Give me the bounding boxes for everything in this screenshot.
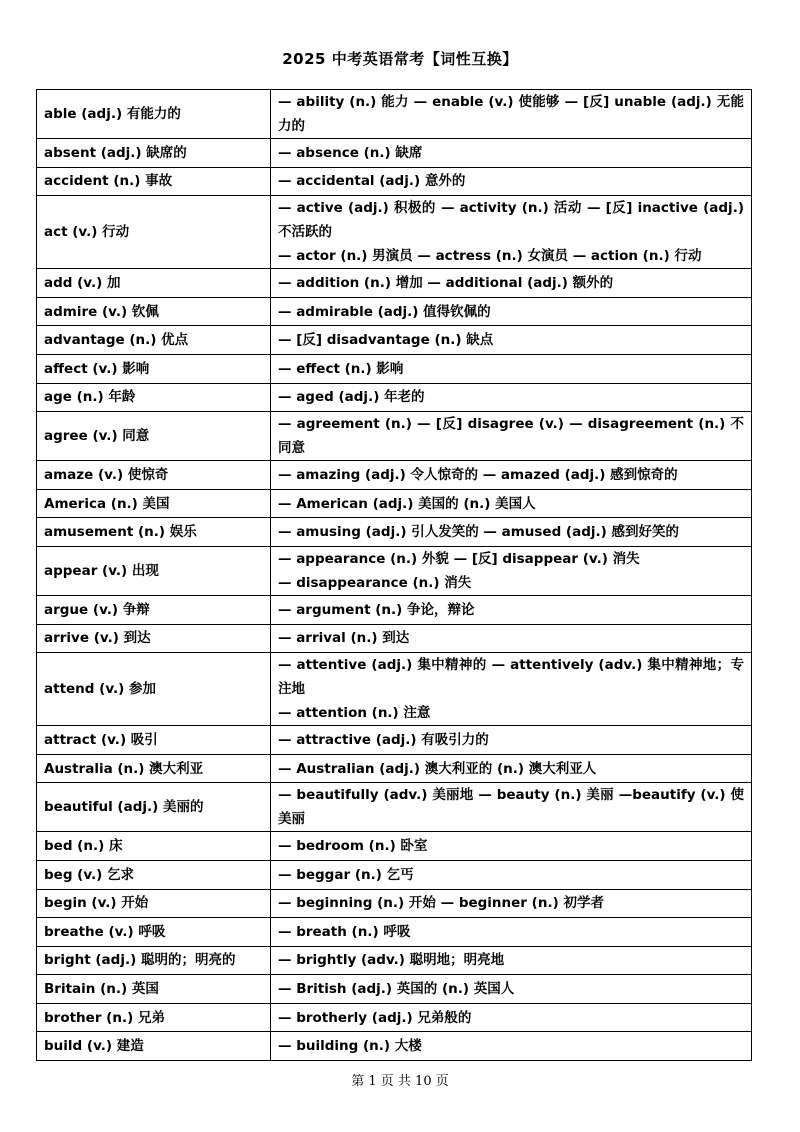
derived-forms-line: — arrival (n.) 到达: [278, 630, 410, 647]
derived-forms-cell: [271, 889, 752, 918]
derived-forms-line: — beggar (n.) 乞丐: [278, 866, 414, 883]
derived-forms-cell: [271, 754, 752, 783]
headword-cell: affect (v.) 影响: [37, 354, 271, 383]
derived-forms-cell: [271, 196, 752, 269]
derived-forms-line: — [反] disadvantage (n.) 缺点: [278, 332, 494, 349]
derived-forms-line: — breath (n.) 呼吸: [278, 923, 411, 940]
table-row: [37, 489, 752, 518]
derived-forms-cell: [271, 269, 752, 298]
headword-cell: add (v.) 加: [37, 269, 271, 298]
headword-cell: able (adj.) 有能力的: [37, 90, 271, 139]
table-row: [37, 461, 752, 490]
headword-cell: amusement (n.) 娱乐: [37, 518, 271, 547]
table-row: [37, 269, 752, 298]
headword-cell: attract (v.) 吸引: [37, 726, 271, 755]
derived-forms-line: — argument (n.) 争论，辩论: [278, 601, 475, 618]
derived-forms-line: — beautifully (adv.) 美丽地 — beauty (n.) 美丽 —beautify (v.) 使美丽: [278, 787, 744, 828]
derived-forms-line: — attention (n.) 注意: [278, 705, 431, 722]
derived-forms-line: — absence (n.) 缺席: [278, 144, 423, 161]
derived-forms-line: — aged (adj.) 年老的: [278, 389, 425, 406]
derived-forms-cell: [271, 918, 752, 947]
table-row: [37, 832, 752, 861]
table-row: [37, 783, 752, 832]
derived-forms-line: — amazing (adj.) 令人惊奇的 — amazed (adj.) 感到惊奇的: [278, 466, 678, 483]
derived-forms-line: — actor (n.) 男演员 — actress (n.) 女演员 — action (n.) 行动: [278, 248, 702, 265]
headword-cell: bright (adj.) 聪明的；明亮的: [37, 946, 271, 975]
derived-forms-cell: [271, 383, 752, 412]
derived-forms-cell: [271, 1032, 752, 1061]
derived-forms-cell: [271, 518, 752, 547]
derived-forms-line: — brotherly (adj.) 兄弟般的: [278, 1009, 472, 1026]
derived-forms-line: — bedroom (n.) 卧室: [278, 838, 428, 855]
headword-cell: act (v.) 行动: [37, 196, 271, 269]
derived-forms-line: — addition (n.) 增加 — additional (adj.) 额外的: [278, 274, 614, 291]
derived-forms-line: — disappearance (n.) 消失: [278, 574, 472, 591]
table-row: [37, 139, 752, 168]
derived-forms-cell: [271, 783, 752, 832]
table-row: [37, 653, 752, 726]
table-row: [37, 354, 752, 383]
derived-forms-cell: [271, 90, 752, 139]
headword-cell: argue (v.) 争辩: [37, 595, 271, 624]
derived-forms-cell: [271, 860, 752, 889]
derived-forms-cell: [271, 489, 752, 518]
table-row: [37, 412, 752, 461]
table-row: [37, 546, 752, 595]
table-row: [37, 975, 752, 1004]
derived-forms-line: — American (adj.) 美国的 (n.) 美国人: [278, 495, 536, 512]
vocabulary-table-body: [37, 90, 752, 1061]
derived-forms-line: — amusing (adj.) 引人发笑的 — amused (adj.) 感到好笑的: [278, 524, 680, 541]
derived-forms-cell: [271, 832, 752, 861]
table-row: [37, 595, 752, 624]
table-row: [37, 624, 752, 653]
table-row: [37, 196, 752, 269]
headword-cell: admire (v.) 钦佩: [37, 297, 271, 326]
headword-cell: amaze (v.) 使惊奇: [37, 461, 271, 490]
table-row: [37, 383, 752, 412]
headword-cell: Britain (n.) 英国: [37, 975, 271, 1004]
derived-forms-cell: [271, 167, 752, 196]
derived-forms-line: — admirable (adj.) 值得钦佩的: [278, 303, 491, 320]
headword-cell: absent (adj.) 缺席的: [37, 139, 271, 168]
table-row: [37, 918, 752, 947]
derived-forms-cell: [271, 546, 752, 595]
derived-forms-line: — building (n.) 大楼: [278, 1038, 422, 1055]
headword-cell: build (v.) 建造: [37, 1032, 271, 1061]
derived-forms-cell: [271, 354, 752, 383]
page-footer: 第 1 页 共 10 页: [351, 1074, 449, 1089]
derived-forms-line: — attentive (adj.) 集中精神的 — attentively (adv.) 集中精神地；专注地: [278, 657, 744, 698]
headword-cell: breathe (v.) 呼吸: [37, 918, 271, 947]
derived-forms-line: — accidental (adj.) 意外的: [278, 173, 466, 190]
headword-cell: beautiful (adj.) 美丽的: [37, 783, 271, 832]
derived-forms-cell: [271, 412, 752, 461]
table-row: [37, 90, 752, 139]
derived-forms-cell: [271, 653, 752, 726]
table-row: [37, 726, 752, 755]
derived-forms-line: — effect (n.) 影响: [278, 360, 404, 377]
derived-forms-line: — British (adj.) 英国的 (n.) 英国人: [278, 981, 515, 998]
headword-cell: age (n.) 年龄: [37, 383, 271, 412]
derived-forms-line: — attractive (adj.) 有吸引力的: [278, 731, 489, 748]
headword-cell: begin (v.) 开始: [37, 889, 271, 918]
headword-cell: brother (n.) 兄弟: [37, 1003, 271, 1032]
derived-forms-cell: [271, 975, 752, 1004]
derived-forms-cell: [271, 326, 752, 355]
headword-cell: advantage (n.) 优点: [37, 326, 271, 355]
table-row: [37, 860, 752, 889]
derived-forms-line: — ability (n.) 能力 — enable (v.) 使能够 — [反] unable (adj.) 无能力的: [278, 94, 744, 134]
headword-cell: bed (n.) 床: [37, 832, 271, 861]
headword-cell: attend (v.) 参加: [37, 653, 271, 726]
table-row: [37, 889, 752, 918]
derived-forms-line: — brightly (adv.) 聪明地；明亮地: [278, 952, 505, 969]
headword-cell: arrive (v.) 到达: [37, 624, 271, 653]
table-row: [37, 326, 752, 355]
derived-forms-cell: [271, 624, 752, 653]
derived-forms-cell: [271, 726, 752, 755]
headword-cell: agree (v.) 同意: [37, 412, 271, 461]
derived-forms-cell: [271, 297, 752, 326]
headword-cell: accident (n.) 事故: [37, 167, 271, 196]
derived-forms-line: — agreement (n.) — [反] disagree (v.) — disagreement (n.) 不同意: [278, 416, 744, 457]
headword-cell: appear (v.) 出现: [37, 546, 271, 595]
derived-forms-cell: [271, 946, 752, 975]
table-row: [37, 946, 752, 975]
page-title: 2025 中考英语常考【词性互换】: [282, 50, 518, 68]
derived-forms-cell: [271, 595, 752, 624]
table-row: [37, 297, 752, 326]
headword-cell: America (n.) 美国: [37, 489, 271, 518]
derived-forms-cell: [271, 139, 752, 168]
derived-forms-line: — appearance (n.) 外貌 — [反] disappear (v.) 消失: [278, 550, 640, 567]
derived-forms-line: — beginning (n.) 开始 — beginner (n.) 初学者: [278, 895, 604, 912]
vocabulary-table: [36, 89, 752, 1061]
table-row: [37, 1003, 752, 1032]
table-row: [37, 518, 752, 547]
derived-forms-cell: [271, 461, 752, 490]
headword-cell: Australia (n.) 澳大利亚: [37, 754, 271, 783]
derived-forms-line: — Australian (adj.) 澳大利亚的 (n.) 澳大利亚人: [278, 760, 597, 777]
headword-cell: beg (v.) 乞求: [37, 860, 271, 889]
table-row: [37, 1032, 752, 1061]
derived-forms-line: — active (adj.) 积极的 — activity (n.) 活动 — [反] inactive (adj.) 不活跃的: [278, 200, 744, 241]
table-row: [37, 754, 752, 783]
derived-forms-cell: [271, 1003, 752, 1032]
table-row: [37, 167, 752, 196]
